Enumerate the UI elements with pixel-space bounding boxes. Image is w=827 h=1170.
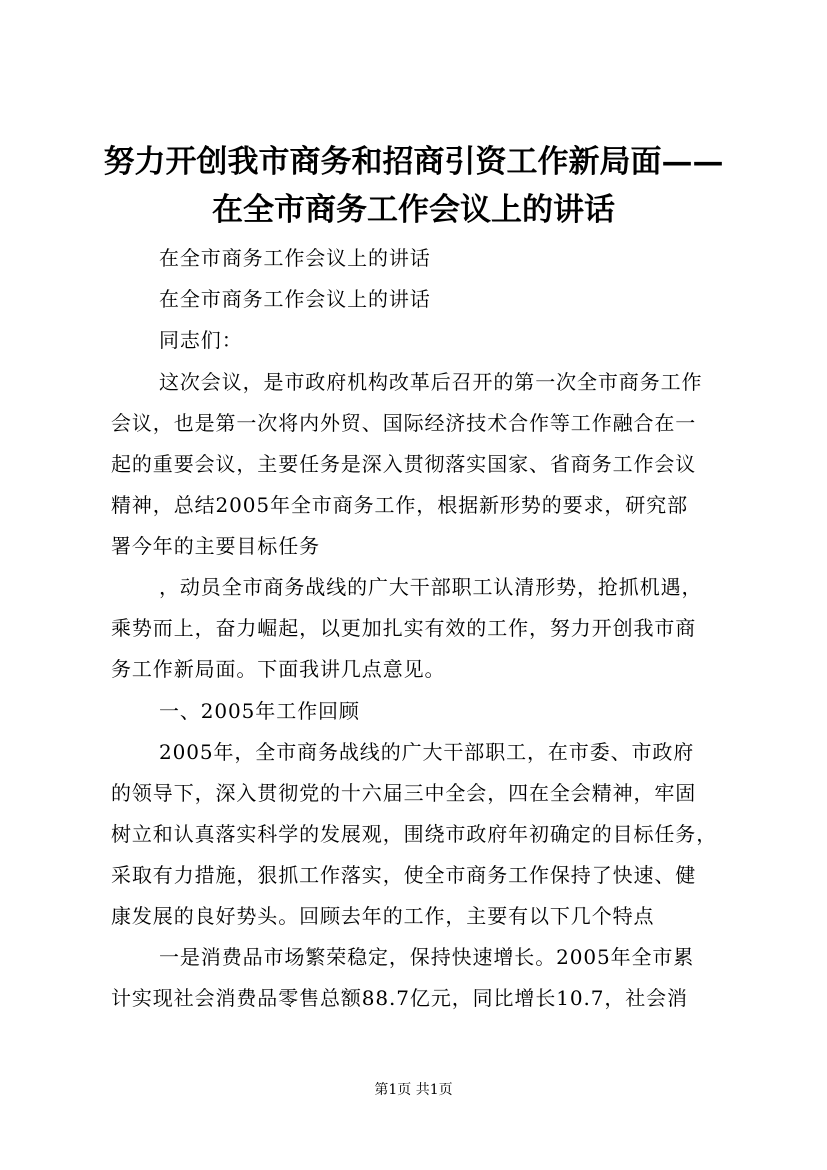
subtitle-line: 在全市商务工作会议上的讲话 [159, 246, 431, 270]
body-line: ，动员全市商务战线的广大干部职工认清形势，抢抓机遇， [159, 575, 703, 599]
body-line: 计实现社会消费品零售总额88.7亿元，同比增长10.7，社会消 [111, 986, 688, 1010]
body-line: 精神，总结2005年全市商务工作，根据新形势的要求，研究部 [111, 493, 688, 517]
page-number-footer: 第1页 共1页 [374, 1082, 453, 1098]
salutation-line: 同志们： [159, 328, 243, 352]
section-heading: 一、2005年工作回顾 [159, 699, 360, 723]
body-line: 这次会议，是市政府机构改革后召开的第一次全市商务工作 [159, 370, 703, 394]
body-line: 起的重要会议，主要任务是深入贯彻落实国家、省商务工作会议 [111, 452, 697, 476]
document-title-line-2: 在全市商务工作会议上的讲话 [212, 192, 615, 228]
body-line: 会议，也是第一次将内外贸、国际经济技术合作等工作融合在一 [111, 411, 697, 435]
document-title-line-1: 努力开创我市商务和招商引资工作新局面—— [103, 144, 724, 180]
body-line: 的领导下，深入贯彻党的十六届三中全会，四在全会精神，牢固 [111, 781, 697, 805]
body-line: 2005年，全市商务战线的广大干部职工，在市委、市政府 [159, 740, 695, 764]
body-line: 树立和认真落实科学的发展观，围绕市政府年初确定的目标任务， [111, 822, 718, 846]
body-line: 康发展的良好势头。回顾去年的工作，主要有以下几个特点 [111, 904, 655, 928]
subtitle-line: 在全市商务工作会议上的讲话 [159, 287, 431, 311]
body-line: 采取有力措施，狠抓工作落实，使全市商务工作保持了快速、健 [111, 863, 697, 887]
body-line: 乘势而上，奋力崛起，以更加扎实有效的工作，努力开创我市商 [111, 616, 697, 640]
body-line: 务工作新局面。下面我讲几点意见。 [111, 657, 446, 681]
body-line: 一是消费品市场繁荣稳定，保持快速增长。2005年全市累 [159, 945, 695, 969]
body-line: 署今年的主要目标任务 [111, 534, 320, 558]
